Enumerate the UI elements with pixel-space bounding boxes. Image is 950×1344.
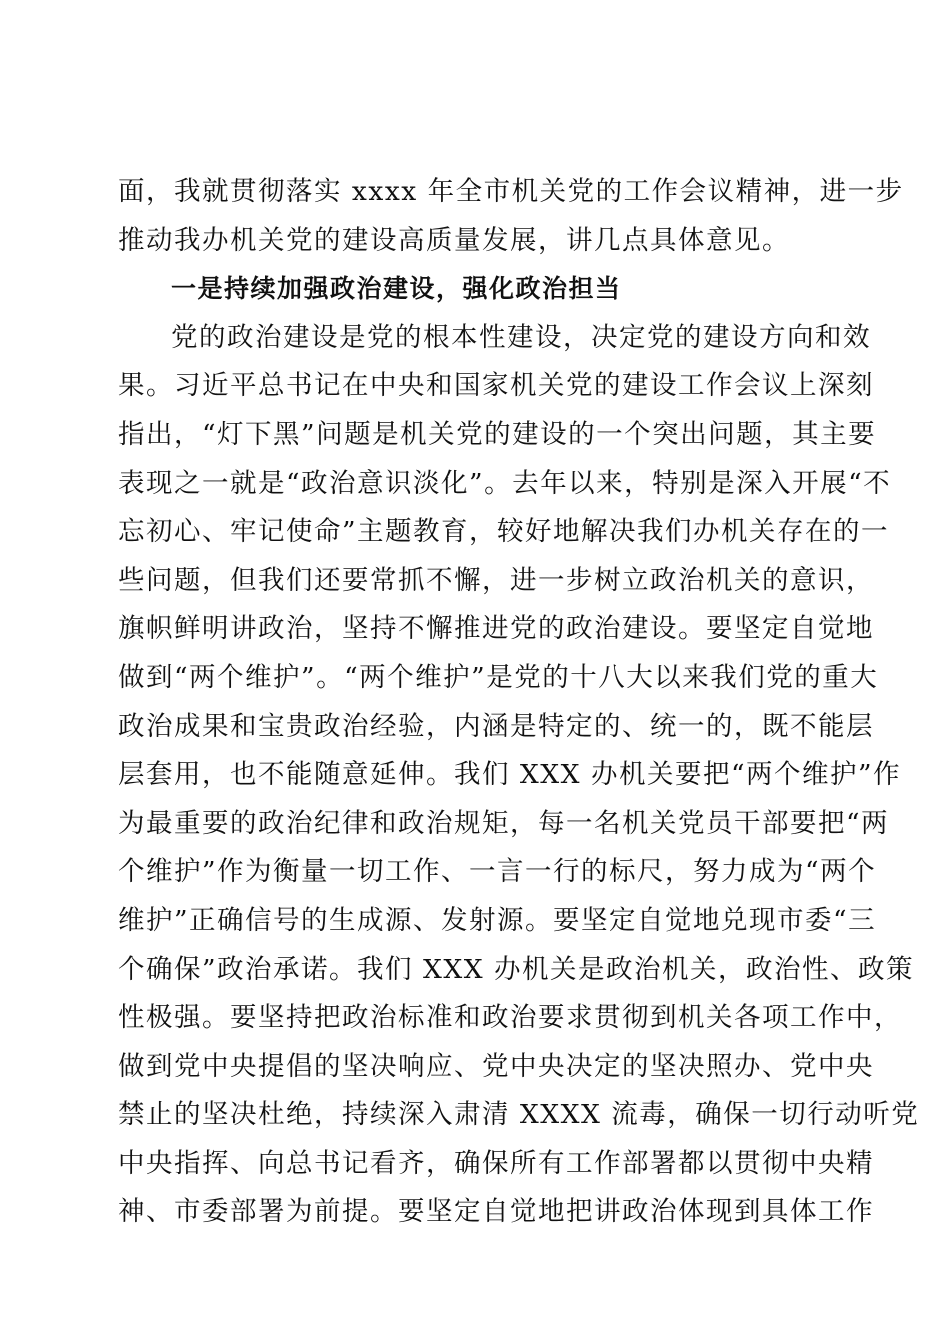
- text-line: 神、市委部署为前提。要坚定自觉地把讲政治体现到具体工作: [118, 1196, 874, 1228]
- text-line: 做到党中央提倡的坚决响应、党中央决定的坚决照办、党中央: [118, 1050, 874, 1082]
- text-line: 忘初心、牢记使命”主题教育，较好地解决我们办机关存在的一: [118, 516, 890, 548]
- section-heading: 一是持续加强政治建设，强化政治担当: [171, 274, 622, 304]
- text-line: 政治成果和宝贵政治经验，内涵是特定的、统一的，既不能层: [118, 710, 874, 742]
- text-line: 表现之一就是“政治意识淡化”。去年以来，特别是深入开展“不: [118, 467, 892, 499]
- text-line: 旗帜鲜明讲政治，坚持不懈推进党的政治建设。要坚定自觉地: [118, 613, 874, 645]
- text-line: 推动我办机关党的建设高质量发展，讲几点具体意见。: [118, 224, 790, 256]
- text-line: 做到“两个维护”。“两个维护”是党的十八大以来我们党的重大: [118, 661, 879, 693]
- text-line: 性极强。要坚持把政治标准和政治要求贯彻到机关各项工作中，: [118, 1002, 902, 1034]
- text-line: 果。习近平总书记在中央和国家机关党的建设工作会议上深刻: [118, 370, 874, 402]
- text-line: 个确保”政治承诺。我们 XXX 办机关是政治机关，政治性、政策: [118, 953, 914, 985]
- text-line: 面，我就贯彻落实 xxxx 年全市机关党的工作会议精神，进一步: [118, 176, 904, 207]
- text-line: 个维护”作为衡量一切工作、一言一行的标尺，努力成为“两个: [118, 856, 877, 888]
- continuation-paragraph: [118, 168, 904, 265]
- text-line: 指出，“灯下黑”问题是机关党的建设的一个突出问题，其主要: [118, 418, 877, 450]
- text-line: 为最重要的政治纪律和政治规矩，每一名机关党员干部要把“两: [118, 807, 890, 839]
- text-line: 禁止的坚决杜绝，持续深入肃清 XXXX 流毒，确保一切行动听党: [118, 1099, 920, 1131]
- document-text: [118, 168, 920, 1237]
- text-line: 层套用，也不能随意延伸。我们 XXX 办机关要把“两个维护”作: [118, 759, 902, 791]
- text-line: 维护”正确信号的生成源、发射源。要坚定自觉地兑现市委“三: [118, 904, 877, 936]
- text-line: 些问题，但我们还要常抓不懈，进一步树立政治机关的意识，: [118, 564, 874, 596]
- body-paragraph: [118, 314, 920, 1237]
- text-line: 中央指挥、向总书记看齐，确保所有工作部署都以贯彻中央精: [118, 1147, 874, 1179]
- text-line: 党的政治建设是党的根本性建设，决定党的建设方向和效: [171, 321, 871, 353]
